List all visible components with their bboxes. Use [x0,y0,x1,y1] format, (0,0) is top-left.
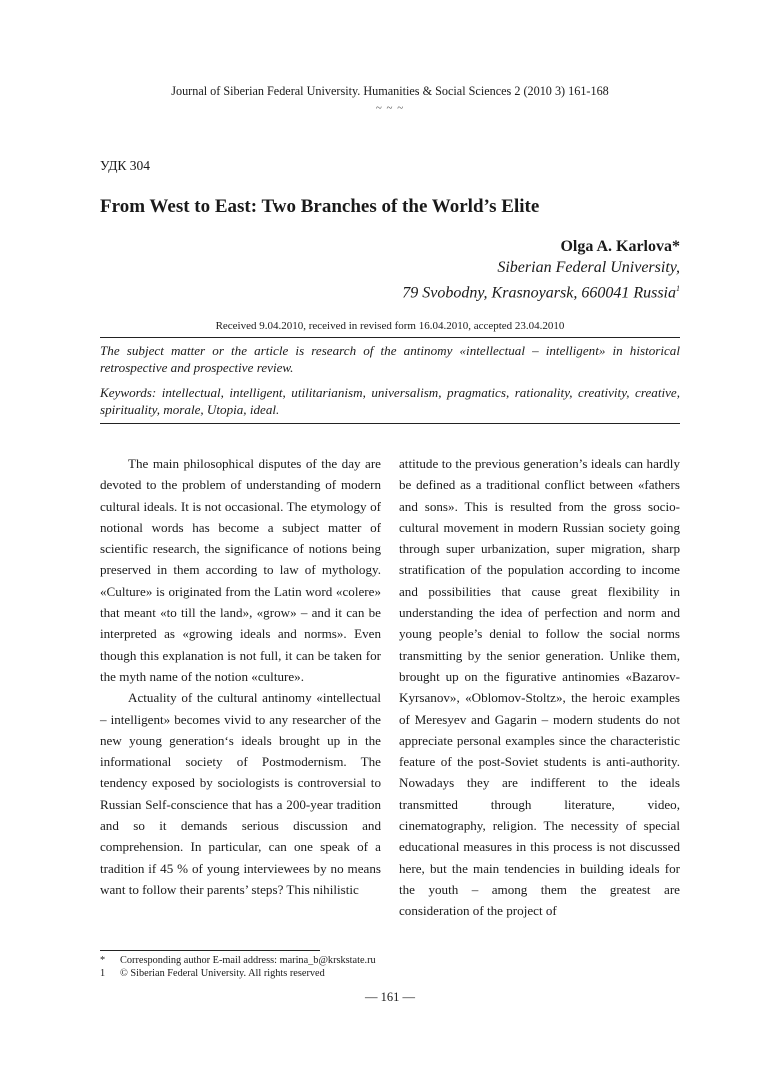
author-affiliation-2 [402,278,680,303]
footnote-rule [100,950,320,951]
body-paragraph: attitude to the previous generation’s ideals can hardly be defined as a traditional conflict between «fathers and sons». This is resulted from the gross socio-cultural movement in modern Russian society going through super urbanization, super migration, sharp stratification of the population according to income and possibilities that cause great flexibility in understanding the idea of perfection and norm and young people’s denial to follow the social norms transmitting by the senior generation. Unlike them, brought up on the figurative antinomies «Bazarov-Kyrsanov», «Oblomov-Stoltz», the heroic examples of Meresyev and Gagarin – modern students do not appreciate personal examples since the characteristic feature of the post-Soviet students is anti-authority. Nowadays they are indifferent to the ideals transmitted through literature, video, cinematography, religion. The necessity of special educational measures in this process is not discussed here, but the main tendencies in building ideals for the youth – among them the greatest are consideration of the project of [399,456,680,919]
page-number: — 161 — [365,990,415,1004]
body-paragraph: Actuality of the cultural antinomy «intellectual – intelligent» becomes vivid to any researcher of the new young generation‘s ideals brought up in the informational society of Postmodernism. The tendency exposed by sociologists is controversial to Russian Self-conscience that has a 200-year tradition and so it demands serious discussion and comprehension. In particular, can one speak of a tradition if 45 % of young interviewees by no means want to follow their parents’ steps? This nihilistic [100,690,381,897]
keywords: Keywords: intellectual, intelligent, utilitarianism, universalism, pragmatics, rationality, creativity, creative, spirituality, morale, Utopia, ideal. [100,385,680,417]
footnote-copyright [100,967,325,980]
affiliation-footnote-mark: 1 [676,284,680,293]
author-address: 79 Svobodny, Krasnoyarsk, 660041 Russia [402,284,676,302]
article-title: From West to East: Two Branches of the World’s Elite [100,196,540,217]
body-column-left [100,453,381,900]
abstract-bottom-rule [100,423,680,424]
body-column-right [399,453,680,922]
received-dates: Received 9.04.2010, received in revised form 16.04.2010, accepted 23.04.2010 [215,320,565,332]
body-paragraph: The main philosophical disputes of the day are devoted to the problem of understanding of modern cultural ideals. It is not occasional. The etymology of notional words has become a subject matter of scientific research, the significance of notions being preserved in them according to law of mythology. «Culture» is originated from the Latin word «colere» that meant «to till the land», «grow» – and it can be interpreted as «growing ideals and norms». Even though this explanation is not full, it can be taken for the myth name of the notion «culture». [100,456,381,684]
abstract-top-rule [100,337,680,338]
footnote-mark: * [100,955,106,966]
footnote-text: Corresponding author E-mail address: marina_b@krskstate.ru [120,955,376,966]
author-affiliation-1: Siberian Federal University, [497,259,680,276]
footnote-corresponding [100,954,376,967]
author-block [402,236,680,303]
udk-code: УДК 304 [100,158,151,173]
author-name: Olga A. Karlova* [560,238,680,255]
journal-header: Journal of Siberian Federal University. Humanities & Social Sciences 2 (2010 3) 161-168 [171,84,609,98]
header-separator: ~ ~ ~ [375,102,405,114]
footnote-text: © Siberian Federal University. All rights reserved [120,968,325,979]
footnote-mark: 1 [100,968,106,979]
abstract: The subject matter or the article is research of the antinomy «intellectual – intelligent» in historical retrospective and prospective review. [100,343,680,375]
